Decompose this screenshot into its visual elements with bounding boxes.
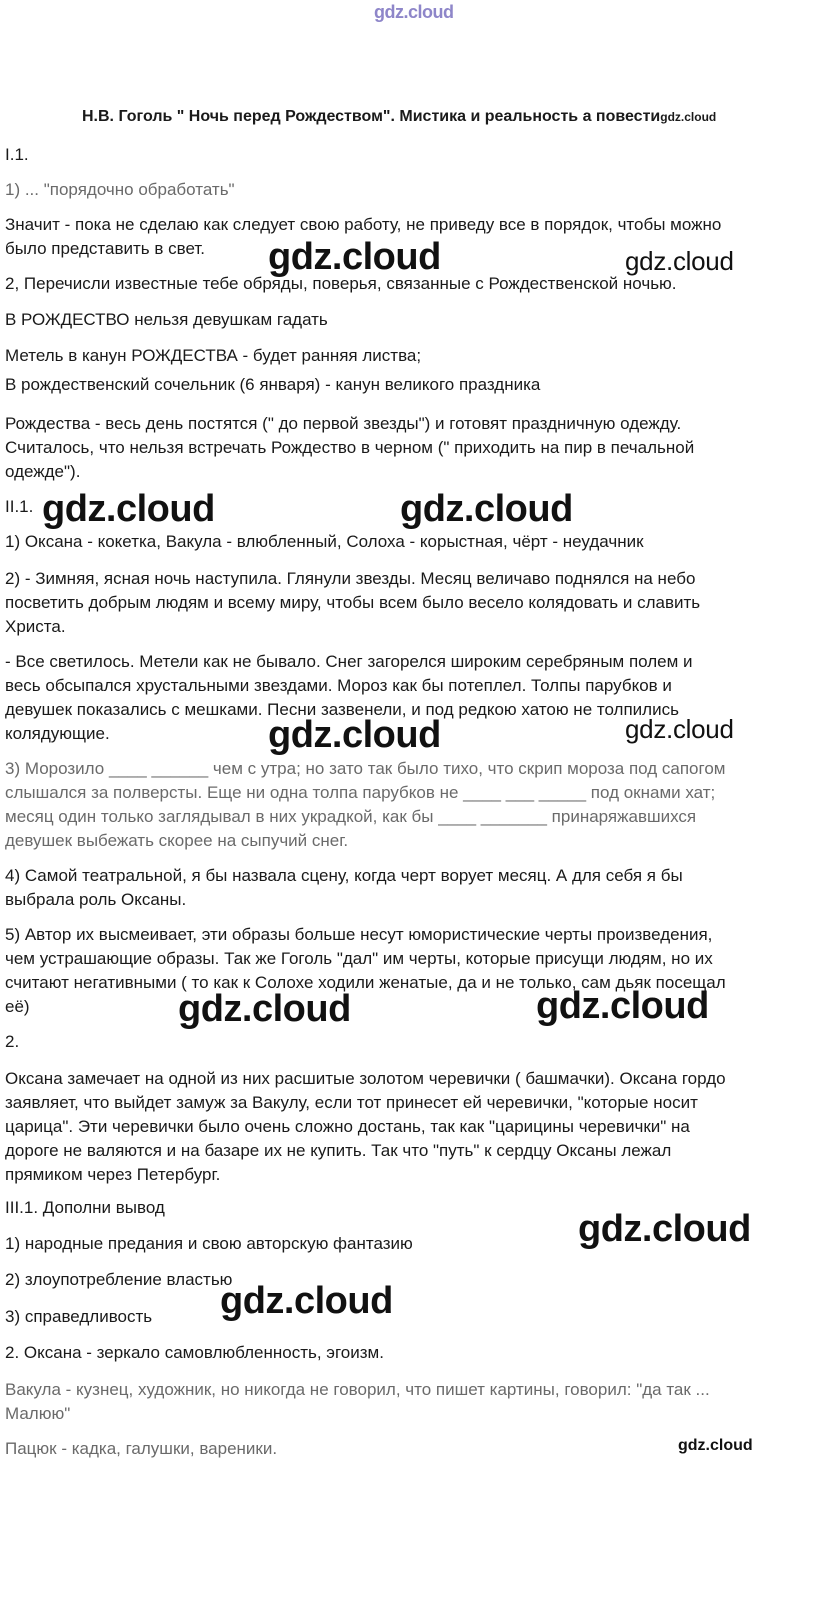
text-line: Значит - пока не сделаю как следует свою работу, не приведу все в порядок, чтобы можно [5,215,722,234]
text-line: Христа. [5,617,66,636]
text-line: Малюю" [5,1404,71,1423]
watermark: gdz.cloud [400,488,573,530]
watermark: gdz.cloud [178,988,351,1030]
text-line: Рождества - весь день постятся (" до первой звезды") и готовят праздничную одежду. [5,414,682,433]
text-line: 2) - Зимняя, ясная ночь наступила. Глянули звезды. Месяц величаво поднялся на небо [5,569,696,588]
watermark: gdz.cloud [220,1280,393,1322]
page-title [82,108,716,126]
text-line: В РОЖДЕСТВО нельзя девушкам гадать [5,310,328,329]
text-line: 4) Самой театральной, я бы назвала сцену, когда черт ворует месяц. А для себя я бы [5,866,683,885]
title-text: Н.В. Гоголь " Ночь перед Рождеством". Мистика и реальность а повести [82,108,661,125]
watermark-top: gdz.cloud [374,2,454,22]
watermark: gdz.cloud [678,1437,753,1454]
watermark: gdz.cloud [268,236,441,278]
text-line: считают негативными ( то как к Солохе ходили женатые, да и не только, сам дьяк посещал [5,973,726,992]
text-line: Считалось, что нельзя встречать Рождество в черном (" приходить на пир в печальной [5,438,695,457]
text-line: Вакула - кузнец, художник, но никогда не говорил, что пишет картины, говорил: "да так ... [5,1380,710,1399]
section-heading-1: I.1. [5,145,29,164]
text-line: Пацюк - кадка, галушки, вареники. [5,1439,278,1458]
text-line: 3) справедливость [5,1307,153,1326]
watermark: gdz.cloud [578,1208,751,1250]
text-line: Метель в канун РОЖДЕСТВА - будет ранняя листва; [5,346,422,365]
text-line: 2, Перечисли известные тебе обряды, поверья, связанные с Рождественской ночью. [5,274,677,293]
text-line: дороге не валяются и на базаре их не купить. Так что "путь" к сердцу Оксаны лежал [5,1141,672,1160]
text-line: - Все светилось. Метели как не бывало. Снег загорелся широким серебряным полем и [5,652,693,671]
text-line: посветить добрым людям и всему миру, чтобы всем было весело колядовать и славить [5,593,701,612]
text-line: слышался за полверсты. Еще ни одна толпа парубков не ____ ___ _____ под окнами хат; [5,783,716,802]
text-line: колядующие. [5,724,110,743]
text-line: чем устрашающие образы. Так же Гоголь "дал" им черты, которые присущи людям, но их [5,949,713,968]
watermark: gdz.cloud [268,714,441,756]
text-line: девушек показались с мешками. Песни зазвенели, и под редкою хатою не толпились [5,700,679,719]
text-line: девушек выбежать скорее на сыпучий снег. [5,831,349,850]
text-line: царица". Эти черевички было очень сложно достань, так как "царицины черевички" на [5,1117,690,1136]
watermark: gdz.cloud [536,985,709,1027]
text-line: выбрала роль Оксаны. [5,890,187,909]
text-line: заявляет, что выйдет замуж за Вакулу, если тот принесет ей черевички, "которые носит [5,1093,698,1112]
text-line: 2. Оксана - зеркало самовлюбленность, эгоизм. [5,1343,384,1362]
text-line: её) [5,997,30,1016]
text-line: В рождественский сочельник (6 января) - канун великого праздника [5,375,541,394]
title-watermark: gdz.cloud [660,110,717,124]
text-line: 1) народные предания и свою авторскую фантазию [5,1234,413,1253]
text-line: месяц один только заглядывал в них украдкой, как бы ____ _______ принаряжавшихся [5,807,697,826]
section-heading-2: II.1. [5,497,34,516]
text-line: весь обсыпался хрустальными звездами. Мороз как бы потеплел. Толпы парубков и [5,676,672,695]
text-line: одежде"). [5,462,81,481]
section-heading-2-2: 2. [5,1032,20,1051]
text-line: 2) злоупотребление властью [5,1270,233,1289]
watermark: gdz.cloud [625,714,734,744]
text-line: прямиком через Петербург. [5,1165,221,1184]
text-line: 3) Морозило ____ ______ чем с утра; но зато так было тихо, что скрип мороза под сапогом [5,759,726,778]
text-line: 5) Автор их высмеивает, эти образы больше несут юмористические черты произведения, [5,925,713,944]
watermark: gdz.cloud [625,246,734,276]
text-line: Оксана замечает на одной из них расшитые золотом черевички ( башмачки). Оксана гордо [5,1069,726,1088]
watermark: gdz.cloud [42,488,215,530]
text-line: было представить в свет. [5,239,205,258]
text-line: 1) ... "порядочно обработать" [5,180,235,199]
text-line: 1) Оксана - кокетка, Вакула - влюбленный, Солоха - корыстная, чёрт - неудачник [5,532,644,551]
section-heading-3: III.1. Дополни вывод [5,1198,165,1217]
